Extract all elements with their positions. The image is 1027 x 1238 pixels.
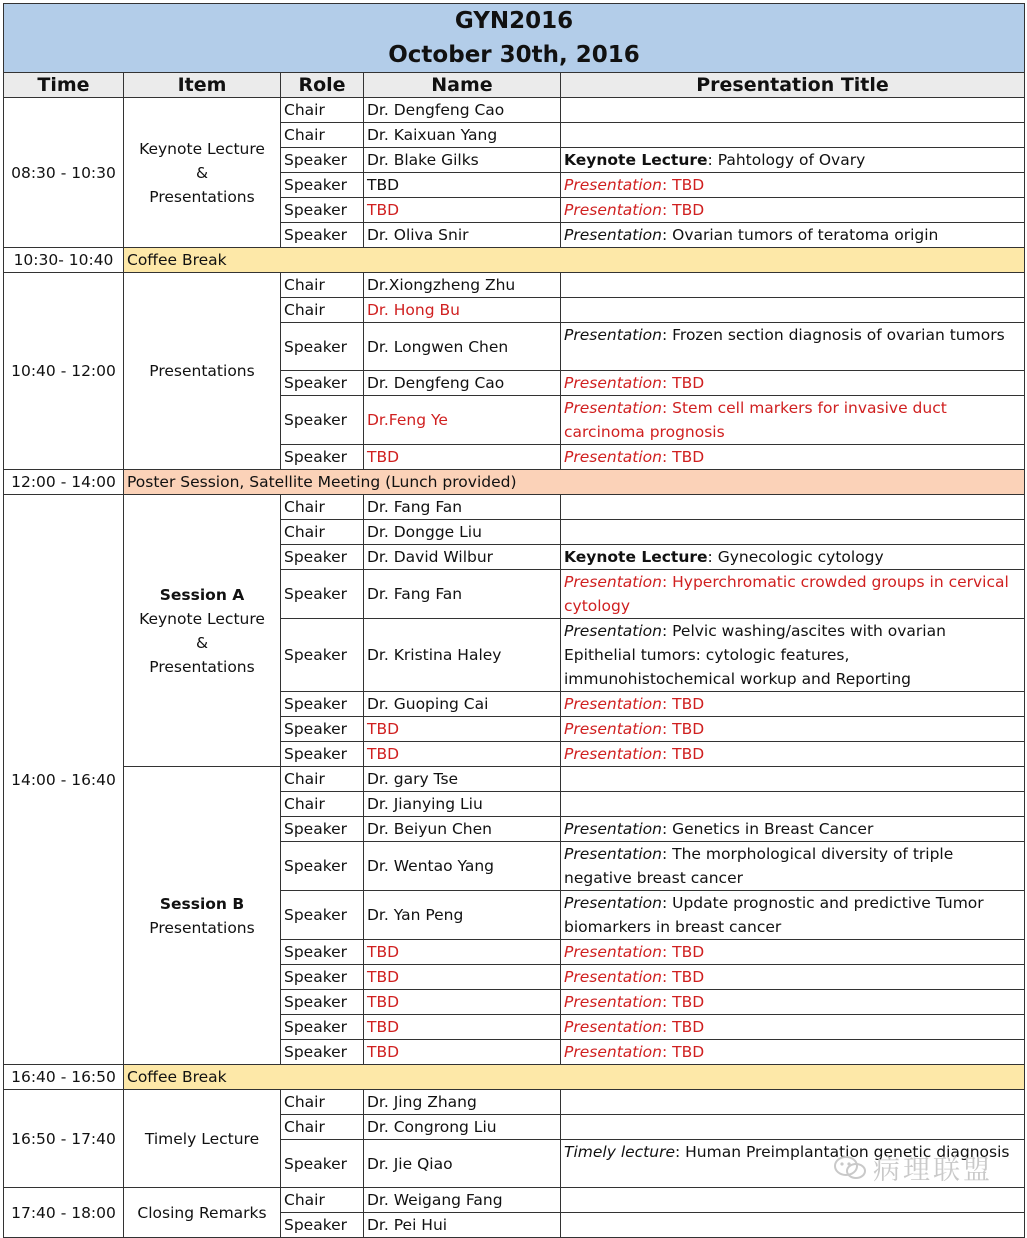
- role-cell: Chair: [281, 767, 364, 792]
- session-item: [124, 98, 281, 248]
- presentation-title-cell: [561, 371, 1025, 396]
- time-slot: 14:00 - 16:40: [4, 495, 124, 1065]
- presentation-title-cell: [561, 717, 1025, 742]
- presentation-type-label: Presentation: [564, 201, 662, 219]
- presentation-title-text: : TBD: [661, 720, 705, 738]
- presentation-title-cell: [561, 619, 1025, 692]
- role-cell: Chair: [281, 520, 364, 545]
- session-item-line: Keynote Lecture: [139, 609, 265, 628]
- presentation-type-label: Timely lecture: [564, 1143, 675, 1161]
- schedule-table: [3, 3, 1025, 1238]
- name-cell: Dr. Fang Fan: [364, 495, 561, 520]
- name-cell: Dr. Pei Hui: [364, 1213, 561, 1238]
- role-cell: Speaker: [281, 371, 364, 396]
- role-cell: Speaker: [281, 1213, 364, 1238]
- presentation-title-cell: [561, 495, 1025, 520]
- name-cell: Dr. Hong Bu: [364, 298, 561, 323]
- presentation-title-text: : Human Preimplantation genetic diagnosis: [675, 1143, 1010, 1161]
- presentation-title-text: : TBD: [661, 448, 705, 466]
- presentation-type-label: Presentation: [564, 993, 662, 1011]
- name-cell: Dr. Beiyun Chen: [364, 817, 561, 842]
- presentation-title-cell: [561, 298, 1025, 323]
- name-cell: Dr. Dengfeng Cao: [364, 371, 561, 396]
- role-cell: Speaker: [281, 1140, 364, 1188]
- presentation-type-label: Presentation: [564, 820, 662, 838]
- role-cell: Chair: [281, 792, 364, 817]
- name-cell: TBD: [364, 1040, 561, 1065]
- name-cell: TBD: [364, 445, 561, 470]
- watermark: [833, 1148, 993, 1189]
- presentation-type-label: Presentation: [564, 176, 662, 194]
- name-cell: Dr. Congrong Liu: [364, 1115, 561, 1140]
- name-cell: Dr. Dongge Liu: [364, 520, 561, 545]
- name-cell: Dr. Blake Gilks: [364, 148, 561, 173]
- name-cell: Dr. Dengfeng Cao: [364, 98, 561, 123]
- role-cell: Speaker: [281, 692, 364, 717]
- break-time: 12:00 - 14:00: [4, 470, 124, 495]
- role-cell: Chair: [281, 298, 364, 323]
- break-time: 10:30- 10:40: [4, 248, 124, 273]
- session-item: [124, 273, 281, 470]
- role-cell: Speaker: [281, 198, 364, 223]
- presentation-title-cell: [561, 545, 1025, 570]
- session-item-line: Timely Lecture: [144, 1129, 260, 1148]
- break-row: [4, 470, 1025, 495]
- role-cell: Speaker: [281, 891, 364, 940]
- presentation-title-cell: [561, 842, 1025, 891]
- presentation-title-text: : Pelvic washing/ascites with ovarian Epithelial tumors: cytologic features, immunohistochemical workup and Reporting: [564, 622, 946, 688]
- presentation-title-cell: [561, 792, 1025, 817]
- presentation-type-label: Presentation: [564, 226, 662, 244]
- name-cell: Dr.Feng Ye: [364, 396, 561, 445]
- role-cell: Speaker: [281, 545, 364, 570]
- column-header-item: Item: [124, 73, 281, 98]
- session-item-line: Closing Remarks: [137, 1203, 267, 1222]
- presentation-title-cell: [561, 1188, 1025, 1213]
- presentation-title-cell: [561, 1115, 1025, 1140]
- presentation-title-cell: [561, 273, 1025, 298]
- role-cell: Speaker: [281, 990, 364, 1015]
- column-header-row: [4, 73, 1025, 98]
- name-cell: TBD: [364, 1015, 561, 1040]
- session-item: [124, 1090, 281, 1188]
- name-cell: TBD: [364, 990, 561, 1015]
- presentation-title-text: : TBD: [661, 968, 705, 986]
- name-cell: TBD: [364, 742, 561, 767]
- presentation-title-cell: [561, 123, 1025, 148]
- presentation-title-cell: [561, 148, 1025, 173]
- name-cell: Dr. Oliva Snir: [364, 223, 561, 248]
- presentation-type-label: Presentation: [564, 448, 662, 466]
- presentation-title-cell: [561, 520, 1025, 545]
- schedule-row: [4, 1188, 1025, 1213]
- presentation-type-label: Presentation: [564, 845, 662, 863]
- role-cell: Speaker: [281, 323, 364, 371]
- role-cell: Speaker: [281, 940, 364, 965]
- name-cell: Dr. Jianying Liu: [364, 792, 561, 817]
- break-row: [4, 248, 1025, 273]
- time-slot: 17:40 - 18:00: [4, 1188, 124, 1238]
- name-cell: Dr. Weigang Fang: [364, 1188, 561, 1213]
- name-cell: Dr. Longwen Chen: [364, 323, 561, 371]
- role-cell: Chair: [281, 273, 364, 298]
- name-cell: Dr. Wentao Yang: [364, 842, 561, 891]
- event-title: [4, 4, 1025, 73]
- session-item-line: Keynote Lecture: [139, 139, 265, 158]
- role-cell: Speaker: [281, 717, 364, 742]
- session-item-line: Presentations: [149, 187, 255, 206]
- name-cell: Dr. Fang Fan: [364, 570, 561, 619]
- presentation-type-label: Presentation: [564, 573, 662, 591]
- presentation-title-cell: [561, 1015, 1025, 1040]
- presentation-title-cell: [561, 323, 1025, 371]
- role-cell: Chair: [281, 1115, 364, 1140]
- name-cell: Dr. Kaixuan Yang: [364, 123, 561, 148]
- presentation-type-label: Presentation: [564, 745, 662, 763]
- presentation-title-text: : Gynecologic cytology: [707, 548, 884, 566]
- column-header-time: Time: [4, 73, 124, 98]
- column-header-name: Name: [364, 73, 561, 98]
- presentation-type-label: Presentation: [564, 326, 662, 344]
- session-item-line: Presentations: [149, 918, 255, 937]
- schedule-row: [4, 1090, 1025, 1115]
- presentation-title-text: : Update prognostic and predictive Tumor biomarkers in breast cancer: [564, 894, 984, 936]
- presentation-type-label: Keynote Lecture: [564, 548, 708, 566]
- presentation-title-cell: [561, 891, 1025, 940]
- name-cell: Dr. Jie Qiao: [364, 1140, 561, 1188]
- role-cell: Chair: [281, 1188, 364, 1213]
- presentation-title-text: : TBD: [661, 943, 705, 961]
- presentation-title-text: : Frozen section diagnosis of ovarian tumors: [661, 326, 1005, 344]
- name-cell: Dr. Jing Zhang: [364, 1090, 561, 1115]
- presentation-title-cell: [561, 570, 1025, 619]
- presentation-title-cell: [561, 940, 1025, 965]
- presentation-title-text: : TBD: [661, 374, 705, 392]
- session-item-line: Presentations: [149, 362, 255, 380]
- break-time: 16:40 - 16:50: [4, 1065, 124, 1090]
- presentation-title-cell: [561, 965, 1025, 990]
- poster-session-label: Poster Session, Satellite Meeting (Lunch provided): [124, 470, 1025, 495]
- break-row: [4, 1065, 1025, 1090]
- name-cell: Dr. gary Tse: [364, 767, 561, 792]
- presentation-title-text: : TBD: [661, 745, 705, 763]
- presentation-title-text: : TBD: [661, 695, 705, 713]
- presentation-title-cell: [561, 396, 1025, 445]
- session-item-line: &: [195, 163, 209, 182]
- session-name: Session A: [159, 585, 245, 604]
- role-cell: Speaker: [281, 223, 364, 248]
- presentation-type-label: Presentation: [564, 943, 662, 961]
- presentation-type-label: Presentation: [564, 1043, 662, 1061]
- session-item: [124, 767, 281, 1065]
- role-cell: Speaker: [281, 396, 364, 445]
- presentation-title-cell: [561, 1040, 1025, 1065]
- name-cell: TBD: [364, 717, 561, 742]
- schedule-row: [4, 767, 1025, 792]
- presentation-title-text: : Pahtology of Ovary: [707, 151, 866, 169]
- presentation-title-cell: [561, 1090, 1025, 1115]
- presentation-title-text: : Hyperchromatic crowded groups in cervical cytology: [564, 573, 1009, 615]
- column-header-presentation-title: Presentation Title: [561, 73, 1025, 98]
- time-slot: 08:30 - 10:30: [4, 98, 124, 248]
- role-cell: Chair: [281, 1090, 364, 1115]
- role-cell: Speaker: [281, 148, 364, 173]
- name-cell: TBD: [364, 173, 561, 198]
- name-cell: Dr. David Wilbur: [364, 545, 561, 570]
- name-cell: Dr.Xiongzheng Zhu: [364, 273, 561, 298]
- presentation-title-text: : TBD: [661, 1043, 705, 1061]
- presentation-type-label: Presentation: [564, 399, 662, 417]
- role-cell: Chair: [281, 123, 364, 148]
- presentation-type-label: Presentation: [564, 1018, 662, 1036]
- name-cell: TBD: [364, 940, 561, 965]
- coffee-break-label: Coffee Break: [124, 1065, 1025, 1090]
- presentation-title-text: : TBD: [661, 993, 705, 1011]
- schedule-row: [4, 495, 1025, 520]
- session-name: Session B: [159, 894, 245, 913]
- presentation-type-label: Presentation: [564, 894, 662, 912]
- coffee-break-label: Coffee Break: [124, 248, 1025, 273]
- presentation-title-text: : The morphological diversity of triple negative breast cancer: [564, 845, 954, 887]
- presentation-title-text: : TBD: [661, 201, 705, 219]
- role-cell: Chair: [281, 495, 364, 520]
- role-cell: Speaker: [281, 445, 364, 470]
- presentation-title-cell: [561, 223, 1025, 248]
- event-date: October 30th, 2016: [388, 42, 640, 68]
- presentation-title-cell: [561, 173, 1025, 198]
- role-cell: Speaker: [281, 742, 364, 767]
- presentation-title-text: : Genetics in Breast Cancer: [661, 820, 874, 838]
- time-slot: 16:50 - 17:40: [4, 1090, 124, 1188]
- role-cell: Speaker: [281, 570, 364, 619]
- name-cell: TBD: [364, 198, 561, 223]
- watermark-text: 病理联盟: [873, 1155, 993, 1186]
- presentation-type-label: Keynote Lecture: [564, 151, 708, 169]
- name-cell: Dr. Guoping Cai: [364, 692, 561, 717]
- role-cell: Speaker: [281, 1040, 364, 1065]
- presentation-type-label: Presentation: [564, 695, 662, 713]
- session-item-line: &: [195, 633, 209, 652]
- role-cell: Speaker: [281, 842, 364, 891]
- presentation-title-text: : Stem cell markers for invasive duct carcinoma prognosis: [564, 399, 947, 441]
- schedule-row: [4, 273, 1025, 298]
- name-cell: Dr. Kristina Haley: [364, 619, 561, 692]
- time-slot: 10:40 - 12:00: [4, 273, 124, 470]
- presentation-title-cell: [561, 198, 1025, 223]
- presentation-title-cell: [561, 98, 1025, 123]
- presentation-type-label: Presentation: [564, 720, 662, 738]
- presentation-title-text: : Ovarian tumors of teratoma origin: [661, 226, 939, 244]
- name-cell: TBD: [364, 965, 561, 990]
- schedule-row: [4, 98, 1025, 123]
- presentation-title-cell: [561, 445, 1025, 470]
- presentation-title-cell: [561, 742, 1025, 767]
- presentation-title-cell: [561, 990, 1025, 1015]
- role-cell: Chair: [281, 98, 364, 123]
- presentation-title-cell: [561, 692, 1025, 717]
- presentation-title-cell: [561, 767, 1025, 792]
- event-name: GYN2016: [454, 8, 574, 34]
- column-header-role: Role: [281, 73, 364, 98]
- role-cell: Speaker: [281, 1015, 364, 1040]
- schedule-body: [4, 4, 1025, 1238]
- wechat-icon: [833, 1154, 867, 1189]
- presentation-title-text: : TBD: [661, 1018, 705, 1036]
- presentation-title-cell: [561, 1213, 1025, 1238]
- role-cell: Speaker: [281, 619, 364, 692]
- role-cell: Speaker: [281, 173, 364, 198]
- role-cell: Speaker: [281, 817, 364, 842]
- name-cell: Dr. Yan Peng: [364, 891, 561, 940]
- role-cell: Speaker: [281, 965, 364, 990]
- presentation-type-label: Presentation: [564, 968, 662, 986]
- presentation-type-label: Presentation: [564, 374, 662, 392]
- session-item-line: Presentations: [149, 657, 255, 676]
- presentation-type-label: Presentation: [564, 622, 662, 640]
- presentation-title-cell: [561, 817, 1025, 842]
- title-row: [4, 4, 1025, 73]
- presentation-title-text: : TBD: [661, 176, 705, 194]
- session-item: [124, 1188, 281, 1238]
- session-item: [124, 495, 281, 767]
